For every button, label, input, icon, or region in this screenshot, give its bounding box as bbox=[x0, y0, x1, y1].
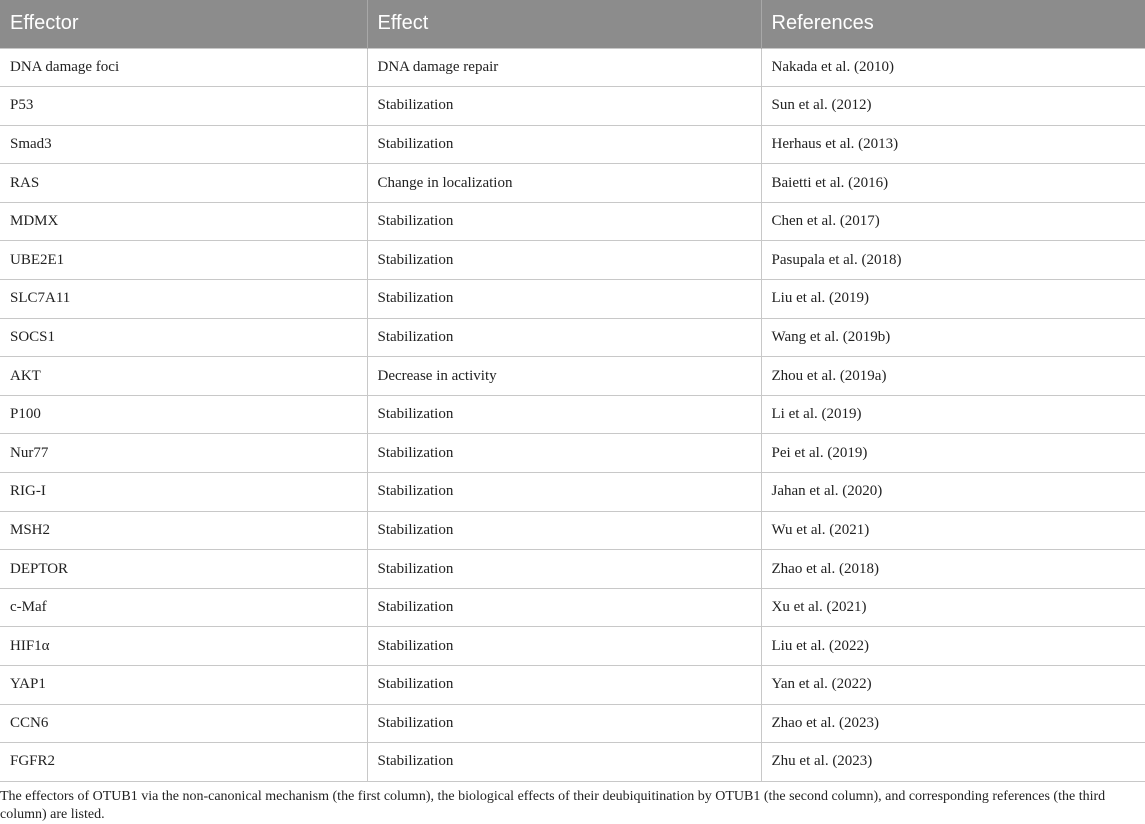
header-row bbox=[0, 0, 1145, 48]
effector-cell: MDMX bbox=[0, 202, 367, 241]
effect-cell: Stabilization bbox=[367, 87, 761, 126]
effect-cell: Stabilization bbox=[367, 743, 761, 782]
effect-cell: Stabilization bbox=[367, 318, 761, 357]
effector-cell: FGFR2 bbox=[0, 743, 367, 782]
reference-cell: Wu et al. (2021) bbox=[761, 511, 1145, 550]
reference-cell: Chen et al. (2017) bbox=[761, 202, 1145, 241]
effect-cell: DNA damage repair bbox=[367, 48, 761, 87]
effector-cell: RIG-I bbox=[0, 473, 367, 512]
table-body bbox=[0, 48, 1145, 781]
effector-cell: c-Maf bbox=[0, 588, 367, 627]
reference-cell: Zhu et al. (2023) bbox=[761, 743, 1145, 782]
table-row bbox=[0, 164, 1145, 203]
reference-cell: Zhao et al. (2018) bbox=[761, 550, 1145, 589]
effect-cell: Change in localization bbox=[367, 164, 761, 203]
reference-cell: Jahan et al. (2020) bbox=[761, 473, 1145, 512]
table-row bbox=[0, 434, 1145, 473]
reference-cell: Zhou et al. (2019a) bbox=[761, 357, 1145, 396]
effector-cell: DNA damage foci bbox=[0, 48, 367, 87]
table-row bbox=[0, 202, 1145, 241]
effect-cell: Stabilization bbox=[367, 666, 761, 705]
reference-cell: Zhao et al. (2023) bbox=[761, 704, 1145, 743]
reference-cell: Li et al. (2019) bbox=[761, 395, 1145, 434]
table-row bbox=[0, 550, 1145, 589]
table-row bbox=[0, 704, 1145, 743]
effector-cell: Smad3 bbox=[0, 125, 367, 164]
effector-cell: DEPTOR bbox=[0, 550, 367, 589]
reference-cell: Liu et al. (2022) bbox=[761, 627, 1145, 666]
effector-cell: P53 bbox=[0, 87, 367, 126]
effect-cell: Stabilization bbox=[367, 434, 761, 473]
table-row bbox=[0, 743, 1145, 782]
effector-cell: P100 bbox=[0, 395, 367, 434]
reference-cell: Xu et al. (2021) bbox=[761, 588, 1145, 627]
column-header-effector: Effector bbox=[0, 0, 367, 48]
reference-cell: Pei et al. (2019) bbox=[761, 434, 1145, 473]
table-row bbox=[0, 241, 1145, 280]
reference-cell: Baietti et al. (2016) bbox=[761, 164, 1145, 203]
table-row bbox=[0, 627, 1145, 666]
effect-cell: Stabilization bbox=[367, 627, 761, 666]
effector-cell: SOCS1 bbox=[0, 318, 367, 357]
effector-cell: UBE2E1 bbox=[0, 241, 367, 280]
effect-cell: Stabilization bbox=[367, 280, 761, 319]
effect-cell: Stabilization bbox=[367, 473, 761, 512]
reference-cell: Sun et al. (2012) bbox=[761, 87, 1145, 126]
effector-cell: AKT bbox=[0, 357, 367, 396]
reference-cell: Yan et al. (2022) bbox=[761, 666, 1145, 705]
effect-cell: Stabilization bbox=[367, 125, 761, 164]
table-row bbox=[0, 357, 1145, 396]
effector-cell: HIF1α bbox=[0, 627, 367, 666]
table-row bbox=[0, 318, 1145, 357]
reference-cell: Liu et al. (2019) bbox=[761, 280, 1145, 319]
table-caption: The effectors of OTUB1 via the non-canonical mechanism (the first column), the biological effects of their deubiquitination by OTUB1 (the second column), and corresponding references (the third column) are listed. bbox=[0, 789, 1106, 822]
effect-cell: Stabilization bbox=[367, 511, 761, 550]
effector-cell: Nur77 bbox=[0, 434, 367, 473]
reference-cell: Nakada et al. (2010) bbox=[761, 48, 1145, 87]
effector-cell: RAS bbox=[0, 164, 367, 203]
effector-cell: YAP1 bbox=[0, 666, 367, 705]
table-row bbox=[0, 588, 1145, 627]
reference-cell: Pasupala et al. (2018) bbox=[761, 241, 1145, 280]
table-header bbox=[0, 0, 1145, 48]
effect-cell: Stabilization bbox=[367, 550, 761, 589]
column-header-references: References bbox=[771, 12, 874, 35]
table-row bbox=[0, 666, 1145, 705]
column-header-effect: Effect bbox=[367, 0, 761, 48]
effect-cell: Decrease in activity bbox=[367, 357, 761, 396]
effect-cell: Stabilization bbox=[367, 202, 761, 241]
table-row bbox=[0, 473, 1145, 512]
table-row bbox=[0, 511, 1145, 550]
effect-cell: Stabilization bbox=[367, 395, 761, 434]
table-row bbox=[0, 395, 1145, 434]
table-row bbox=[0, 87, 1145, 126]
reference-cell: Herhaus et al. (2013) bbox=[761, 125, 1145, 164]
table-row bbox=[0, 48, 1145, 87]
reference-cell: Wang et al. (2019b) bbox=[761, 318, 1145, 357]
effector-cell: SLC7A11 bbox=[0, 280, 367, 319]
effector-cell: CCN6 bbox=[0, 704, 367, 743]
effect-cell: Stabilization bbox=[367, 241, 761, 280]
table-row bbox=[0, 280, 1145, 319]
effect-cell: Stabilization bbox=[367, 588, 761, 627]
effector-cell: MSH2 bbox=[0, 511, 367, 550]
effect-cell: Stabilization bbox=[367, 704, 761, 743]
table-row bbox=[0, 125, 1145, 164]
